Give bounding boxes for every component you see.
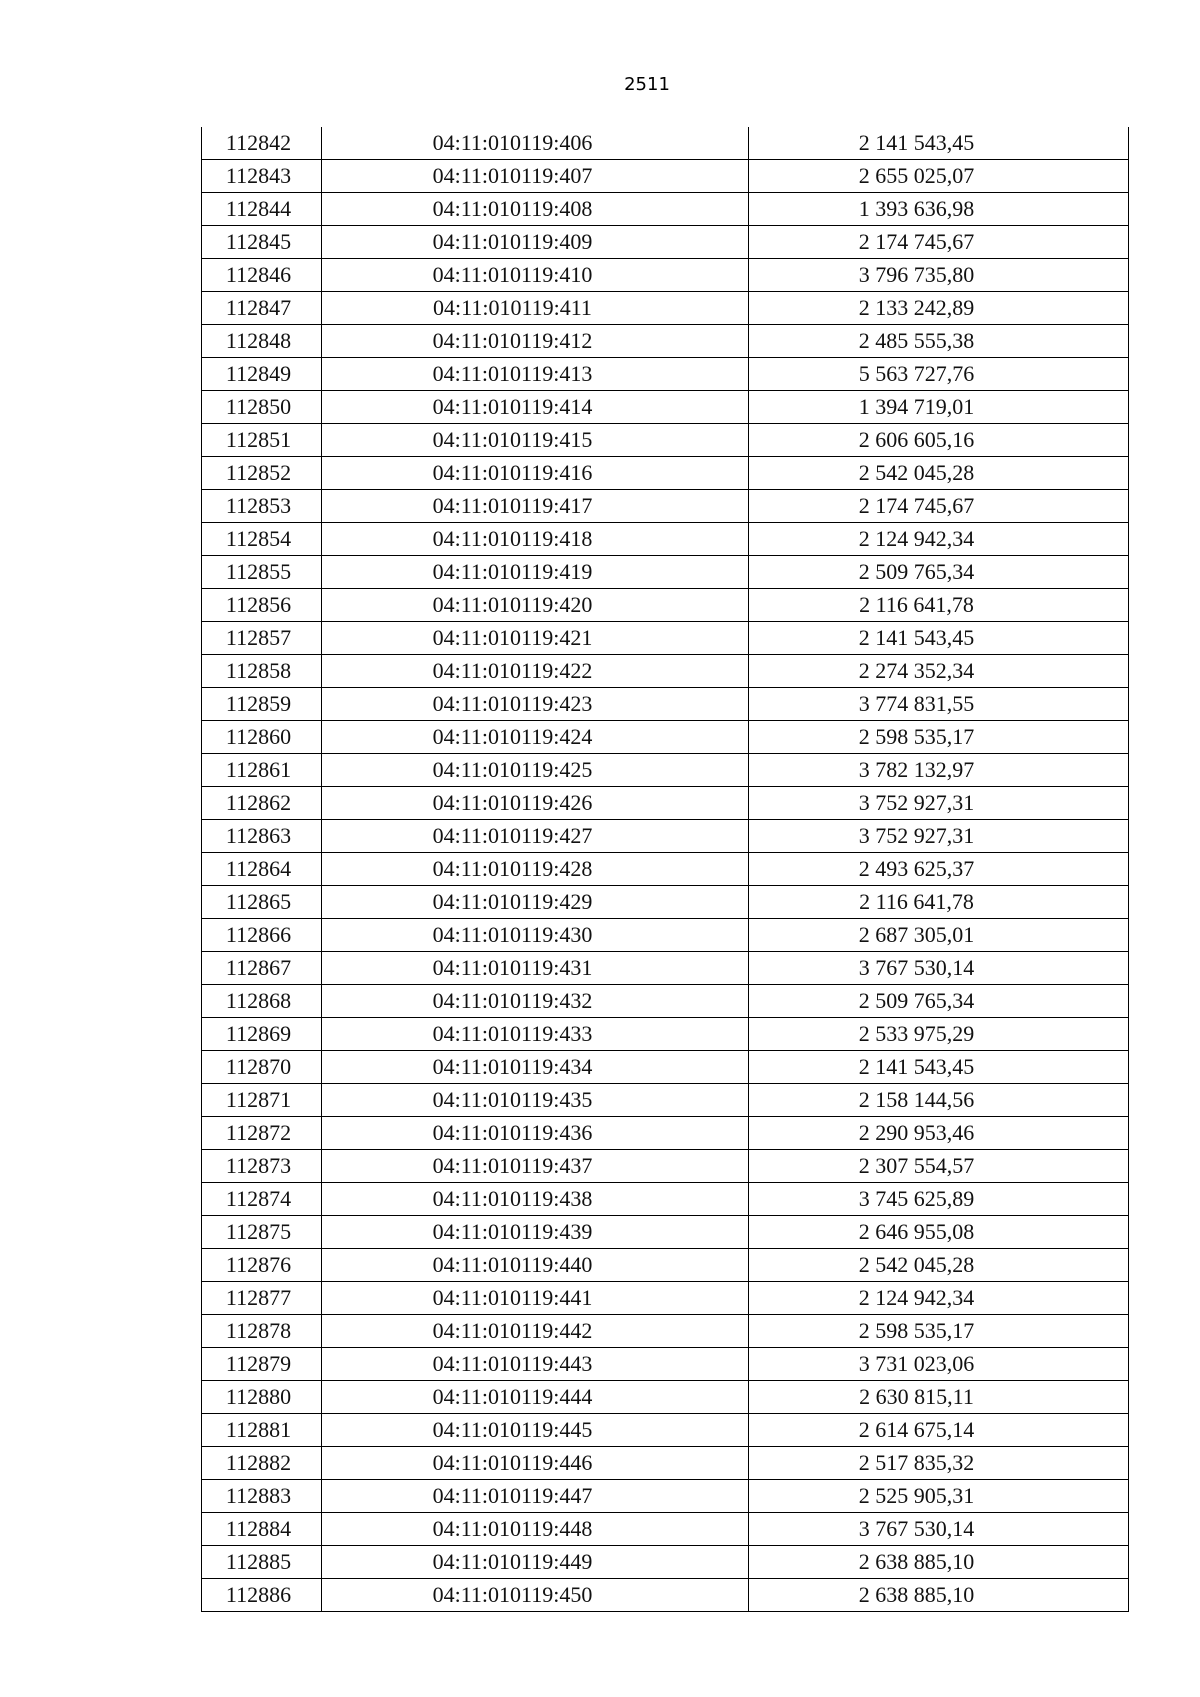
table-row: [202, 1348, 1129, 1381]
cadastral-value-cell: 3 782 132,97: [749, 754, 1129, 787]
page-number: 2511: [624, 74, 670, 95]
row-number-cell: 112877: [202, 1282, 322, 1315]
table-row: [202, 688, 1129, 721]
cadastral-number-cell: 04:11:010119:425: [322, 754, 749, 787]
cadastral-value-cell: 2 542 045,28: [749, 457, 1129, 490]
row-number-cell: 112866: [202, 919, 322, 952]
row-number-cell: 112881: [202, 1414, 322, 1447]
row-number-cell: 112857: [202, 622, 322, 655]
cadastral-value-cell: 2 485 555,38: [749, 325, 1129, 358]
cadastral-number-cell: 04:11:010119:421: [322, 622, 749, 655]
cadastral-value-cell: 2 646 955,08: [749, 1216, 1129, 1249]
cadastral-value-cell: 3 752 927,31: [749, 820, 1129, 853]
row-number-cell: 112860: [202, 721, 322, 754]
cadastral-number-cell: 04:11:010119:447: [322, 1480, 749, 1513]
cadastral-value-cell: 3 767 530,14: [749, 1513, 1129, 1546]
cadastral-number-cell: 04:11:010119:448: [322, 1513, 749, 1546]
cadastral-number-cell: 04:11:010119:407: [322, 160, 749, 193]
table-row: [202, 820, 1129, 853]
table-row: [202, 292, 1129, 325]
cadastral-value-cell: 2 116 641,78: [749, 886, 1129, 919]
cadastral-value-cell: 5 563 727,76: [749, 358, 1129, 391]
row-number-cell: 112886: [202, 1579, 322, 1612]
cadastral-number-cell: 04:11:010119:433: [322, 1018, 749, 1051]
cadastral-value-cell: 2 598 535,17: [749, 1315, 1129, 1348]
cadastral-value-cell: 2 124 942,34: [749, 1282, 1129, 1315]
cadastral-number-cell: 04:11:010119:419: [322, 556, 749, 589]
table-row: [202, 1414, 1129, 1447]
cadastral-value-cell: 2 533 975,29: [749, 1018, 1129, 1051]
table-row: [202, 391, 1129, 424]
table-row: [202, 919, 1129, 952]
table-row: [202, 952, 1129, 985]
row-number-cell: 112882: [202, 1447, 322, 1480]
row-number-cell: 112864: [202, 853, 322, 886]
table-row: [202, 1381, 1129, 1414]
row-number-cell: 112842: [202, 127, 322, 160]
row-number-cell: 112843: [202, 160, 322, 193]
table-row: [202, 1249, 1129, 1282]
cadastral-number-cell: 04:11:010119:417: [322, 490, 749, 523]
row-number-cell: 112884: [202, 1513, 322, 1546]
table-row: [202, 226, 1129, 259]
table-row: [202, 589, 1129, 622]
row-number-cell: 112849: [202, 358, 322, 391]
cadastral-number-cell: 04:11:010119:415: [322, 424, 749, 457]
document-table-container: [201, 127, 1129, 1612]
cadastral-number-cell: 04:11:010119:441: [322, 1282, 749, 1315]
row-number-cell: 112880: [202, 1381, 322, 1414]
table-row: [202, 1315, 1129, 1348]
cadastral-number-cell: 04:11:010119:438: [322, 1183, 749, 1216]
row-number-cell: 112879: [202, 1348, 322, 1381]
cadastral-number-cell: 04:11:010119:426: [322, 787, 749, 820]
cadastral-number-cell: 04:11:010119:408: [322, 193, 749, 226]
table-row: [202, 490, 1129, 523]
cadastral-value-cell: 2 141 543,45: [749, 127, 1129, 160]
row-number-cell: 112883: [202, 1480, 322, 1513]
table-row: [202, 1513, 1129, 1546]
cadastral-value-cell: 3 752 927,31: [749, 787, 1129, 820]
row-number-cell: 112862: [202, 787, 322, 820]
table-row: [202, 1018, 1129, 1051]
table-row: [202, 853, 1129, 886]
row-number-cell: 112853: [202, 490, 322, 523]
cadastral-number-cell: 04:11:010119:420: [322, 589, 749, 622]
table-row: [202, 358, 1129, 391]
row-number-cell: 112872: [202, 1117, 322, 1150]
table-row: [202, 622, 1129, 655]
table-row: [202, 985, 1129, 1018]
cadastral-value-cell: 2 274 352,34: [749, 655, 1129, 688]
cadastral-value-cell: 2 493 625,37: [749, 853, 1129, 886]
row-number-cell: 112844: [202, 193, 322, 226]
cadastral-value-cell: 2 687 305,01: [749, 919, 1129, 952]
table-row: [202, 1579, 1129, 1612]
row-number-cell: 112875: [202, 1216, 322, 1249]
cadastral-number-cell: 04:11:010119:443: [322, 1348, 749, 1381]
cadastral-value-cell: 2 158 144,56: [749, 1084, 1129, 1117]
cadastral-number-cell: 04:11:010119:416: [322, 457, 749, 490]
cadastral-value-cell: 2 307 554,57: [749, 1150, 1129, 1183]
cadastral-value-cell: 2 509 765,34: [749, 556, 1129, 589]
table-row: [202, 787, 1129, 820]
cadastral-value-cell: 2 517 835,32: [749, 1447, 1129, 1480]
cadastral-value-cell: 2 638 885,10: [749, 1546, 1129, 1579]
table-row: [202, 754, 1129, 787]
table-row: [202, 127, 1129, 160]
cadastral-value-cell: 3 774 831,55: [749, 688, 1129, 721]
row-number-cell: 112861: [202, 754, 322, 787]
cadastral-number-cell: 04:11:010119:411: [322, 292, 749, 325]
cadastral-number-cell: 04:11:010119:431: [322, 952, 749, 985]
row-number-cell: 112852: [202, 457, 322, 490]
cadastral-number-cell: 04:11:010119:440: [322, 1249, 749, 1282]
row-number-cell: 112855: [202, 556, 322, 589]
cadastral-number-cell: 04:11:010119:445: [322, 1414, 749, 1447]
row-number-cell: 112858: [202, 655, 322, 688]
cadastral-value-cell: 3 731 023,06: [749, 1348, 1129, 1381]
table-row: [202, 160, 1129, 193]
row-number-cell: 112850: [202, 391, 322, 424]
table-row: [202, 1216, 1129, 1249]
table-row: [202, 1480, 1129, 1513]
table-row: [202, 1183, 1129, 1216]
cadastral-value-cell: 2 598 535,17: [749, 721, 1129, 754]
table-row: [202, 1150, 1129, 1183]
table-row: [202, 1051, 1129, 1084]
table-row: [202, 1084, 1129, 1117]
table-row: [202, 1447, 1129, 1480]
row-number-cell: 112874: [202, 1183, 322, 1216]
table-row: [202, 193, 1129, 226]
table-row: [202, 556, 1129, 589]
cadastral-number-cell: 04:11:010119:432: [322, 985, 749, 1018]
cadastral-value-cell: 1 394 719,01: [749, 391, 1129, 424]
cadastral-value-cell: 2 174 745,67: [749, 490, 1129, 523]
cadastral-number-cell: 04:11:010119:427: [322, 820, 749, 853]
cadastral-value-cell: 1 393 636,98: [749, 193, 1129, 226]
row-number-cell: 112871: [202, 1084, 322, 1117]
row-number-cell: 112848: [202, 325, 322, 358]
cadastral-number-cell: 04:11:010119:418: [322, 523, 749, 556]
row-number-cell: 112870: [202, 1051, 322, 1084]
cadastral-value-cell: 2 525 905,31: [749, 1480, 1129, 1513]
table-body: [202, 127, 1129, 1612]
row-number-cell: 112869: [202, 1018, 322, 1051]
row-number-cell: 112863: [202, 820, 322, 853]
row-number-cell: 112845: [202, 226, 322, 259]
row-number-cell: 112856: [202, 589, 322, 622]
cadastral-value-cell: 2 290 953,46: [749, 1117, 1129, 1150]
row-number-cell: 112846: [202, 259, 322, 292]
row-number-cell: 112876: [202, 1249, 322, 1282]
cadastral-number-cell: 04:11:010119:430: [322, 919, 749, 952]
table-row: [202, 1117, 1129, 1150]
table-row: [202, 655, 1129, 688]
cadastral-value-cell: 2 116 641,78: [749, 589, 1129, 622]
table-row: [202, 259, 1129, 292]
cadastral-number-cell: 04:11:010119:444: [322, 1381, 749, 1414]
cadastral-number-cell: 04:11:010119:412: [322, 325, 749, 358]
row-number-cell: 112885: [202, 1546, 322, 1579]
cadastral-value-cell: 2 630 815,11: [749, 1381, 1129, 1414]
row-number-cell: 112873: [202, 1150, 322, 1183]
cadastral-value-cell: 3 796 735,80: [749, 259, 1129, 292]
cadastral-number-cell: 04:11:010119:422: [322, 655, 749, 688]
cadastral-number-cell: 04:11:010119:413: [322, 358, 749, 391]
table-row: [202, 1282, 1129, 1315]
cadastral-number-cell: 04:11:010119:424: [322, 721, 749, 754]
cadastral-number-cell: 04:11:010119:410: [322, 259, 749, 292]
cadastral-value-cell: 3 767 530,14: [749, 952, 1129, 985]
cadastral-value-cell: 2 133 242,89: [749, 292, 1129, 325]
cadastral-number-cell: 04:11:010119:434: [322, 1051, 749, 1084]
table-row: [202, 457, 1129, 490]
row-number-cell: 112865: [202, 886, 322, 919]
table-row: [202, 523, 1129, 556]
cadastral-number-cell: 04:11:010119:423: [322, 688, 749, 721]
cadastral-number-cell: 04:11:010119:450: [322, 1579, 749, 1612]
table-row: [202, 424, 1129, 457]
cadastral-value-cell: 2 614 675,14: [749, 1414, 1129, 1447]
cadastral-value-cell: 2 141 543,45: [749, 622, 1129, 655]
cadastral-number-cell: 04:11:010119:437: [322, 1150, 749, 1183]
table-row: [202, 886, 1129, 919]
cadastral-value-cell: 2 124 942,34: [749, 523, 1129, 556]
cadastral-value-cell: 2 141 543,45: [749, 1051, 1129, 1084]
cadastral-number-cell: 04:11:010119:442: [322, 1315, 749, 1348]
row-number-cell: 112868: [202, 985, 322, 1018]
row-number-cell: 112854: [202, 523, 322, 556]
row-number-cell: 112851: [202, 424, 322, 457]
cadastral-number-cell: 04:11:010119:414: [322, 391, 749, 424]
table-row: [202, 1546, 1129, 1579]
table-row: [202, 721, 1129, 754]
cadastral-number-cell: 04:11:010119:409: [322, 226, 749, 259]
row-number-cell: 112878: [202, 1315, 322, 1348]
cadastral-value-cell: 2 174 745,67: [749, 226, 1129, 259]
row-number-cell: 112859: [202, 688, 322, 721]
cadastral-value-cell: 2 655 025,07: [749, 160, 1129, 193]
cadastral-value-table: [201, 127, 1129, 1612]
cadastral-value-cell: 2 509 765,34: [749, 985, 1129, 1018]
cadastral-number-cell: 04:11:010119:428: [322, 853, 749, 886]
cadastral-number-cell: 04:11:010119:429: [322, 886, 749, 919]
cadastral-value-cell: 2 542 045,28: [749, 1249, 1129, 1282]
cadastral-number-cell: 04:11:010119:449: [322, 1546, 749, 1579]
cadastral-number-cell: 04:11:010119:406: [322, 127, 749, 160]
cadastral-number-cell: 04:11:010119:439: [322, 1216, 749, 1249]
cadastral-value-cell: 2 638 885,10: [749, 1579, 1129, 1612]
row-number-cell: 112867: [202, 952, 322, 985]
cadastral-number-cell: 04:11:010119:435: [322, 1084, 749, 1117]
cadastral-value-cell: 3 745 625,89: [749, 1183, 1129, 1216]
cadastral-number-cell: 04:11:010119:446: [322, 1447, 749, 1480]
cadastral-number-cell: 04:11:010119:436: [322, 1117, 749, 1150]
table-row: [202, 325, 1129, 358]
cadastral-value-cell: 2 606 605,16: [749, 424, 1129, 457]
row-number-cell: 112847: [202, 292, 322, 325]
